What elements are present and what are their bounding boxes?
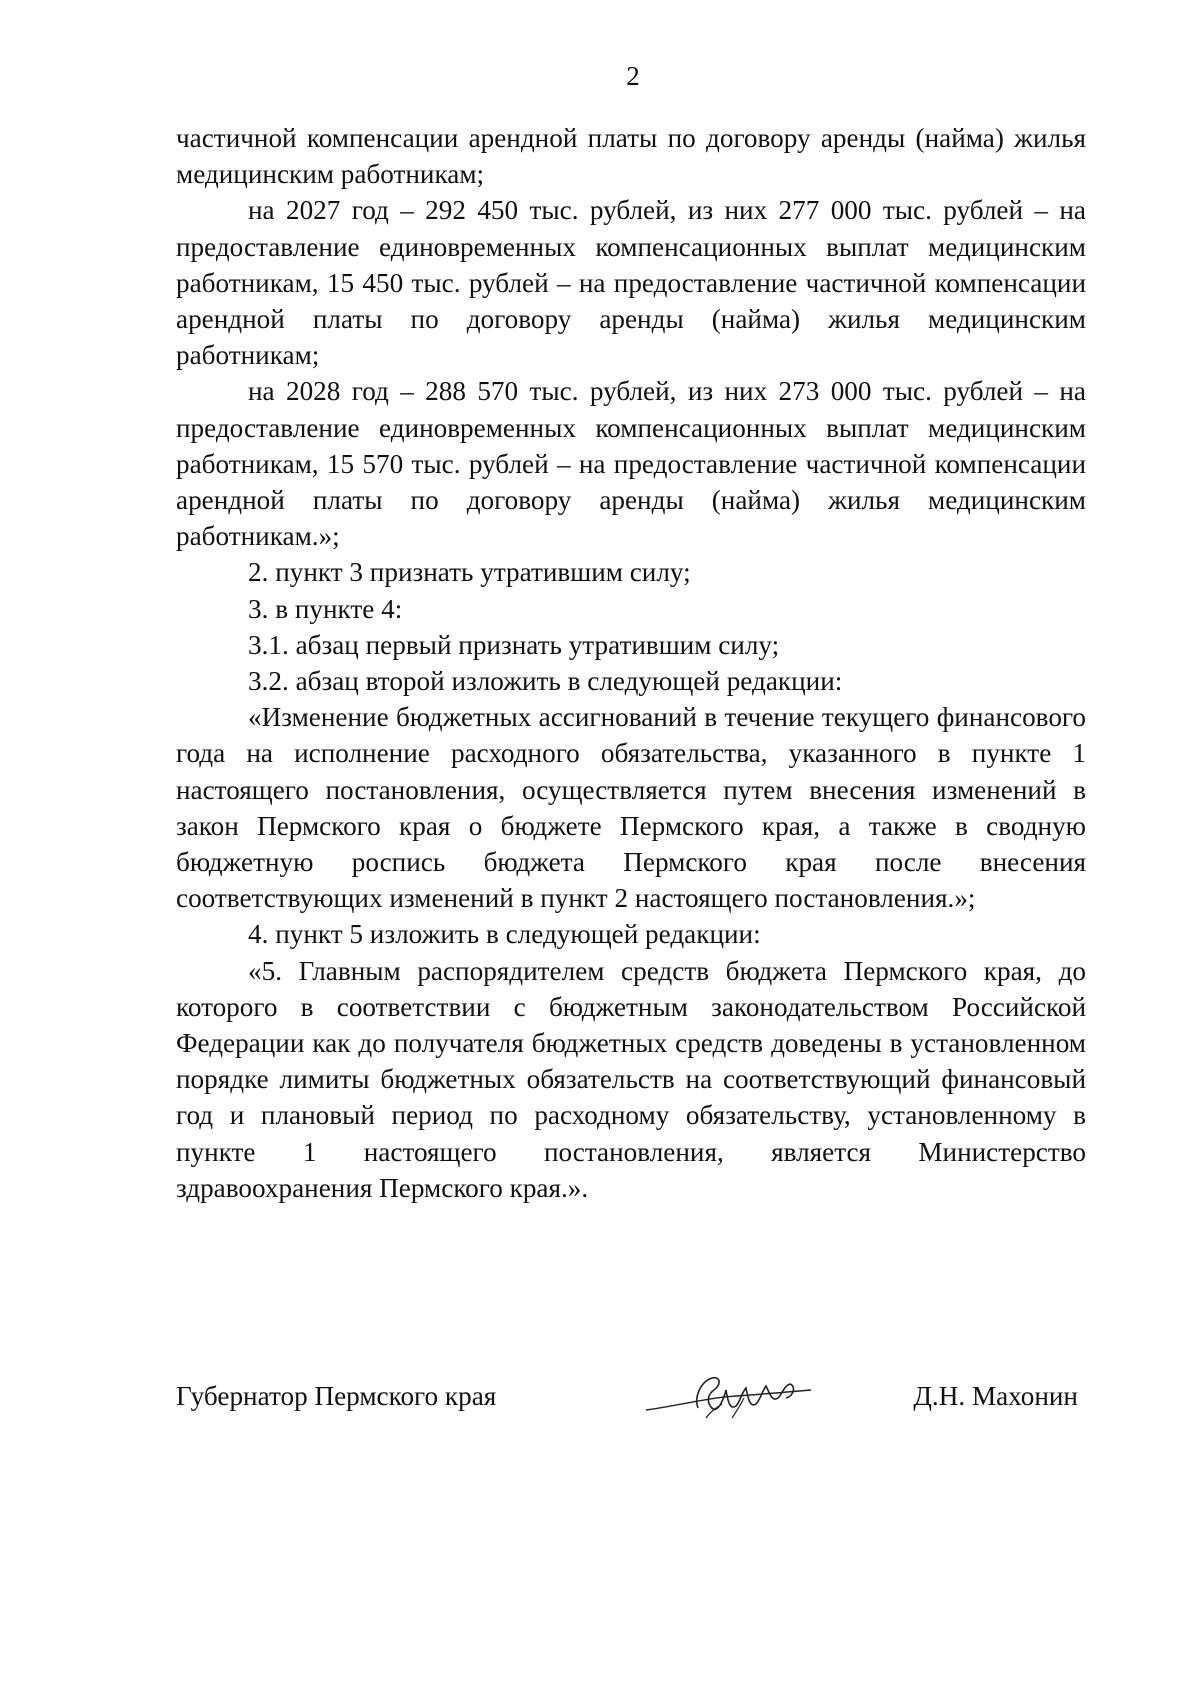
- document-body: [176, 120, 1086, 1206]
- paragraph: 4. пункт 5 изложить в следующей редакции:: [248, 919, 761, 950]
- signer-name: Д.Н. Махонин: [913, 1381, 1078, 1411]
- paragraph: на 2027 год – 292 450 тыс. рублей, из них 277 000 тыс. рублей – на предоставление единовременных компенсационных выплат медицинским работникам, 15 450 тыс. рублей – на предоставление частичной компенсации арендной платы по договору аренды (найма) жилья медицинским работникам;: [176, 195, 1086, 371]
- paragraph: 3. в пункте 4:: [248, 593, 403, 624]
- paragraph: «Изменение бюджетных ассигнований в течение текущего финансового года на исполнение расходного обязательства, указанного в пункте 1 настоящего постановления, осуществляется путем внесения изменений в закон Пермского края о бюджете Пермского края, а также в сводную бюджетную роспись бюджета Пермского края после внесения соответствующих изменений в пункт 2 настоящего постановления.»;: [176, 702, 1086, 914]
- paragraph: на 2028 год – 288 570 тыс. рублей, из них 273 000 тыс. рублей – на предоставление единовременных компенсационных выплат медицинским работникам, 15 570 тыс. рублей – на предоставление частичной компенсации арендной платы по договору аренды (найма) жилья медицинским работникам.»;: [176, 376, 1086, 552]
- paragraph: 3.1. абзац первый признать утратившим силу;: [248, 629, 780, 660]
- paragraph: частичной компенсации арендной платы по договору аренды (найма) жилья медицинским работникам;: [176, 123, 1086, 190]
- paragraph: «5. Главным распорядителем средств бюджета Пермского края, до которого в соответствии с бюджетным законодательством Российской Федерации как до получателя бюджетных средств доведены в установленном порядке лимиты бюджетных обязательств на соответствующий финансовый год и плановый период по расходному обязательству, установленному в пункте 1 настоящего постановления, является Министерство здравоохранения Пермского края.».: [176, 955, 1086, 1203]
- signer-title: Губернатор Пермского края: [176, 1381, 497, 1411]
- paragraph: 2. пункт 3 признать утратившим силу;: [248, 557, 691, 588]
- handwritten-signature: [636, 1368, 816, 1428]
- signature-block: [176, 1378, 1086, 1448]
- page-number: 2: [626, 61, 640, 91]
- paragraph: 3.2. абзац второй изложить в следующей редакции:: [248, 666, 843, 697]
